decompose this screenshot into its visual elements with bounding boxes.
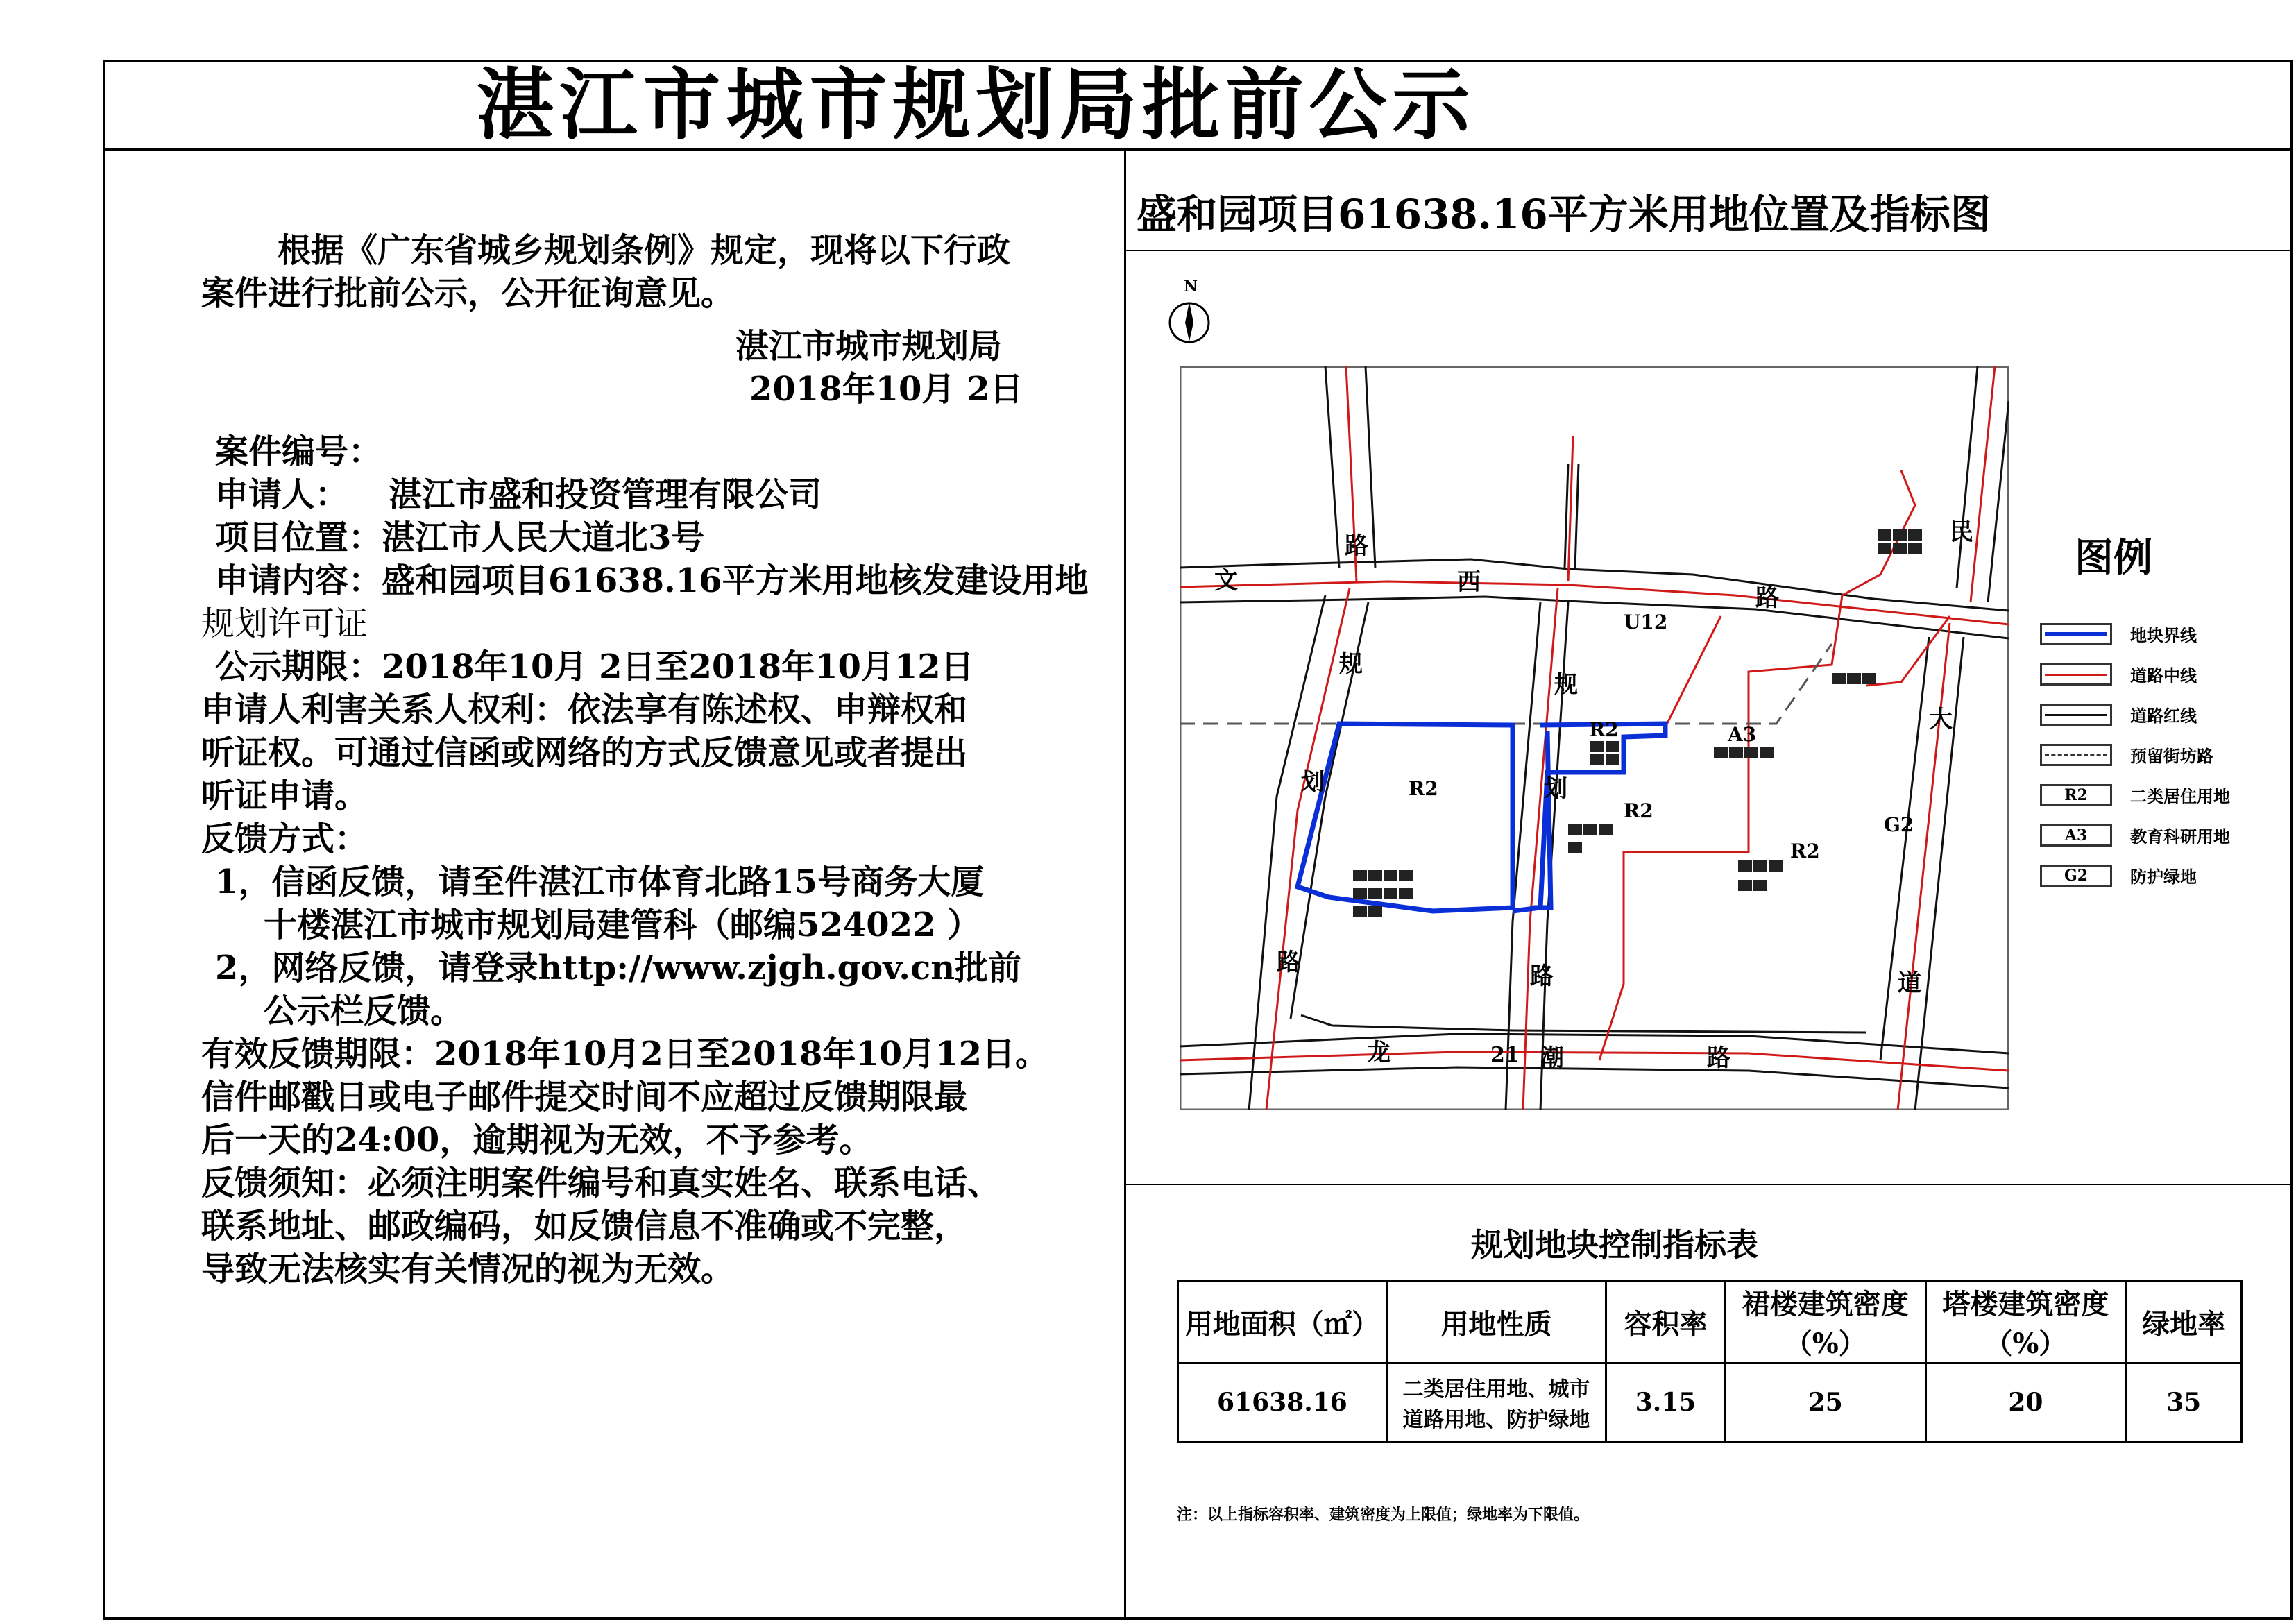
legend-label: 地块界线 bbox=[2130, 625, 2197, 645]
map-label-road: 规 bbox=[1554, 671, 1578, 699]
map-label-road: 规 bbox=[1339, 650, 1363, 678]
intro-line-2: 案件进行批前公示，公开征询意见。 bbox=[201, 274, 735, 313]
map-label-zone: R2 bbox=[1409, 777, 1438, 800]
table-header-cell: 容积率 bbox=[1606, 1281, 1726, 1363]
map-label-road: 潮 bbox=[1540, 1044, 1564, 1072]
table-cell: 3.15 bbox=[1606, 1363, 1726, 1442]
map-heading: 盛和园项目61638.16平方米用地位置及指标图 bbox=[1137, 191, 1991, 238]
center-divider bbox=[1124, 148, 1126, 1620]
legend-item-boundary bbox=[2040, 622, 2197, 646]
compass bbox=[1166, 278, 1221, 357]
content-value: 盛和园项目61638.16平方米用地核发建设用地 bbox=[382, 561, 1089, 600]
legend-label: 教育科研用地 bbox=[2130, 826, 2230, 847]
legend-swatch: A3 bbox=[2040, 824, 2112, 847]
map-label-road: 路 bbox=[1755, 584, 1779, 612]
table-cell: 25 bbox=[1725, 1363, 1925, 1442]
agency-name: 湛江市城市规划局 bbox=[735, 327, 1003, 366]
location-value: 湛江市人民大道北3号 bbox=[382, 518, 705, 557]
legend-label: 预留街坊路 bbox=[2130, 746, 2213, 766]
table-header-row bbox=[1178, 1281, 2242, 1363]
legend-swatch: G2 bbox=[2040, 865, 2112, 887]
legend-swatch bbox=[2040, 744, 2112, 766]
announcement-text bbox=[201, 229, 1103, 1291]
table-header-cell: 塔楼建筑密度（%） bbox=[1925, 1281, 2126, 1363]
map-label-road: 划 bbox=[1544, 775, 1567, 803]
location-label: 项目位置： bbox=[215, 518, 382, 557]
feedback-heading: 反馈方式： bbox=[201, 819, 368, 858]
valid-period: 有效反馈期限：2018年10月2日至2018年10月12日。 bbox=[201, 1035, 1048, 1073]
legend-swatch bbox=[2040, 704, 2112, 726]
publish-date: 2018年10月 2日 bbox=[749, 370, 1023, 409]
map-label-road: 路 bbox=[1530, 962, 1554, 990]
map-label-zone: R2 bbox=[1790, 840, 1820, 863]
site-map bbox=[1180, 366, 2009, 1110]
feedback-item-1b: 十楼湛江市城市规划局建管科（邮编524022 ） bbox=[264, 906, 981, 944]
map-label-zone: R2 bbox=[1589, 718, 1619, 741]
legend-item-g2 bbox=[2040, 863, 2197, 887]
content-row bbox=[201, 559, 1103, 602]
map-label-number: 21 bbox=[1490, 1043, 1520, 1067]
legend-swatch: R2 bbox=[2040, 784, 2112, 806]
rights-line-2: 听证权。可通过信函或网络的方式反馈意见或者提出 bbox=[201, 733, 968, 772]
map-label-road: 路 bbox=[1345, 532, 1368, 560]
applicant-row bbox=[201, 473, 1103, 516]
case-number-label: 案件编号： bbox=[215, 432, 382, 471]
content-label: 申请内容： bbox=[215, 561, 382, 600]
rights-line-1: 申请人利害关系人权利：依法享有陈述权、申辩权和 bbox=[201, 690, 968, 729]
public-period: 公示期限：2018年10月 2日至2018年10月12日 bbox=[215, 647, 974, 686]
map-top-divider bbox=[1124, 250, 2293, 251]
map-label-road: 龙 bbox=[1367, 1039, 1391, 1067]
legend-item-centerline bbox=[2040, 662, 2197, 686]
legend-swatch bbox=[2040, 663, 2112, 686]
map-label-zone: G2 bbox=[1884, 813, 1914, 836]
feedback-item-2a: 2，网络反馈，请登录http://www.zjgh.gov.cn批前 bbox=[215, 949, 1022, 987]
table-cell: 二类居住用地、城市道路用地、防护绿地 bbox=[1386, 1363, 1606, 1442]
table-note: 注：以上指标容积率、建筑密度为上限值；绿地率为下限值。 bbox=[1177, 1506, 1590, 1524]
map-label-zone: A3 bbox=[1728, 723, 1757, 746]
table-header-cell: 用地面积（㎡） bbox=[1178, 1281, 1387, 1363]
map-label-zone: R2 bbox=[1624, 799, 1653, 822]
table-title: 规划地块控制指标表 bbox=[1471, 1226, 1758, 1264]
map-label-road: 划 bbox=[1301, 768, 1325, 796]
map-label-road: 路 bbox=[1707, 1044, 1730, 1072]
feedback-item-2b: 公示栏反馈。 bbox=[264, 992, 464, 1030]
notice-line-3: 导致无法核实有关情况的视为无效。 bbox=[201, 1250, 735, 1289]
north-label: N bbox=[1184, 278, 1198, 296]
notice-line-2: 联系地址、邮政编码，如反馈信息不准确或不完整， bbox=[201, 1207, 968, 1246]
table-cell: 61638.16 bbox=[1178, 1363, 1387, 1442]
notice-line-1: 反馈须知：必须注明案件编号和真实姓名、联系电话、 bbox=[201, 1164, 1001, 1203]
rights-line-3: 听证申请。 bbox=[201, 776, 368, 815]
legend-label: 二类居住用地 bbox=[2130, 786, 2230, 806]
map-label-road: 道 bbox=[1898, 969, 1921, 997]
deadline-line-1: 信件邮戳日或电子邮件提交时间不应超过反馈期限最 bbox=[201, 1078, 968, 1116]
map-label-road: 民 bbox=[1950, 518, 1973, 546]
intro-line-1: 根据《广东省城乡规划条例》规定，现将以下行政 bbox=[278, 231, 1011, 270]
map-bottom-divider bbox=[1124, 1184, 2293, 1185]
deadline-line-2: 后一天的24:00，逾期视为无效，不予参考。 bbox=[201, 1121, 873, 1159]
table-header-cell: 绿地率 bbox=[2126, 1281, 2242, 1363]
map-label-road: 西 bbox=[1457, 568, 1481, 596]
indicator-table bbox=[1177, 1280, 2243, 1443]
content-continuation: 规划许可证 bbox=[201, 604, 368, 643]
map-label-zone: U12 bbox=[1624, 611, 1668, 634]
legend-label: 防护绿地 bbox=[2130, 867, 2197, 887]
legend-item-redline bbox=[2040, 702, 2197, 726]
location-row bbox=[201, 516, 1103, 559]
map-label-road: 文 bbox=[1214, 567, 1238, 595]
applicant-value: 湛江市盛和投资管理有限公司 bbox=[389, 475, 822, 514]
map-label-road: 大 bbox=[1929, 706, 1953, 733]
legend-label: 道路中线 bbox=[2130, 665, 2197, 686]
legend-label: 道路红线 bbox=[2130, 706, 2197, 726]
legend-item-a3 bbox=[2040, 823, 2230, 847]
table-header-cell: 用地性质 bbox=[1386, 1281, 1606, 1363]
page-title: 湛江市城市规划局批前公示 bbox=[476, 60, 1476, 151]
table-cell: 20 bbox=[1925, 1363, 2126, 1442]
legend-swatch bbox=[2040, 623, 2112, 645]
table-cell: 35 bbox=[2126, 1363, 2242, 1442]
legend-item-reserved bbox=[2040, 742, 2213, 767]
table-header-cell: 裙楼建筑密度（%） bbox=[1725, 1281, 1925, 1363]
applicant-label: 申请人： bbox=[215, 475, 349, 514]
table-row bbox=[1178, 1363, 2242, 1442]
north-arrow-icon bbox=[1185, 302, 1193, 341]
legend-title: 图例 bbox=[2075, 535, 2152, 581]
map-label-road: 路 bbox=[1277, 949, 1300, 976]
legend-item-r2 bbox=[2040, 783, 2230, 807]
feedback-item-1a: 1，信函反馈，请至件湛江市体育北路15号商务大厦 bbox=[215, 863, 985, 901]
